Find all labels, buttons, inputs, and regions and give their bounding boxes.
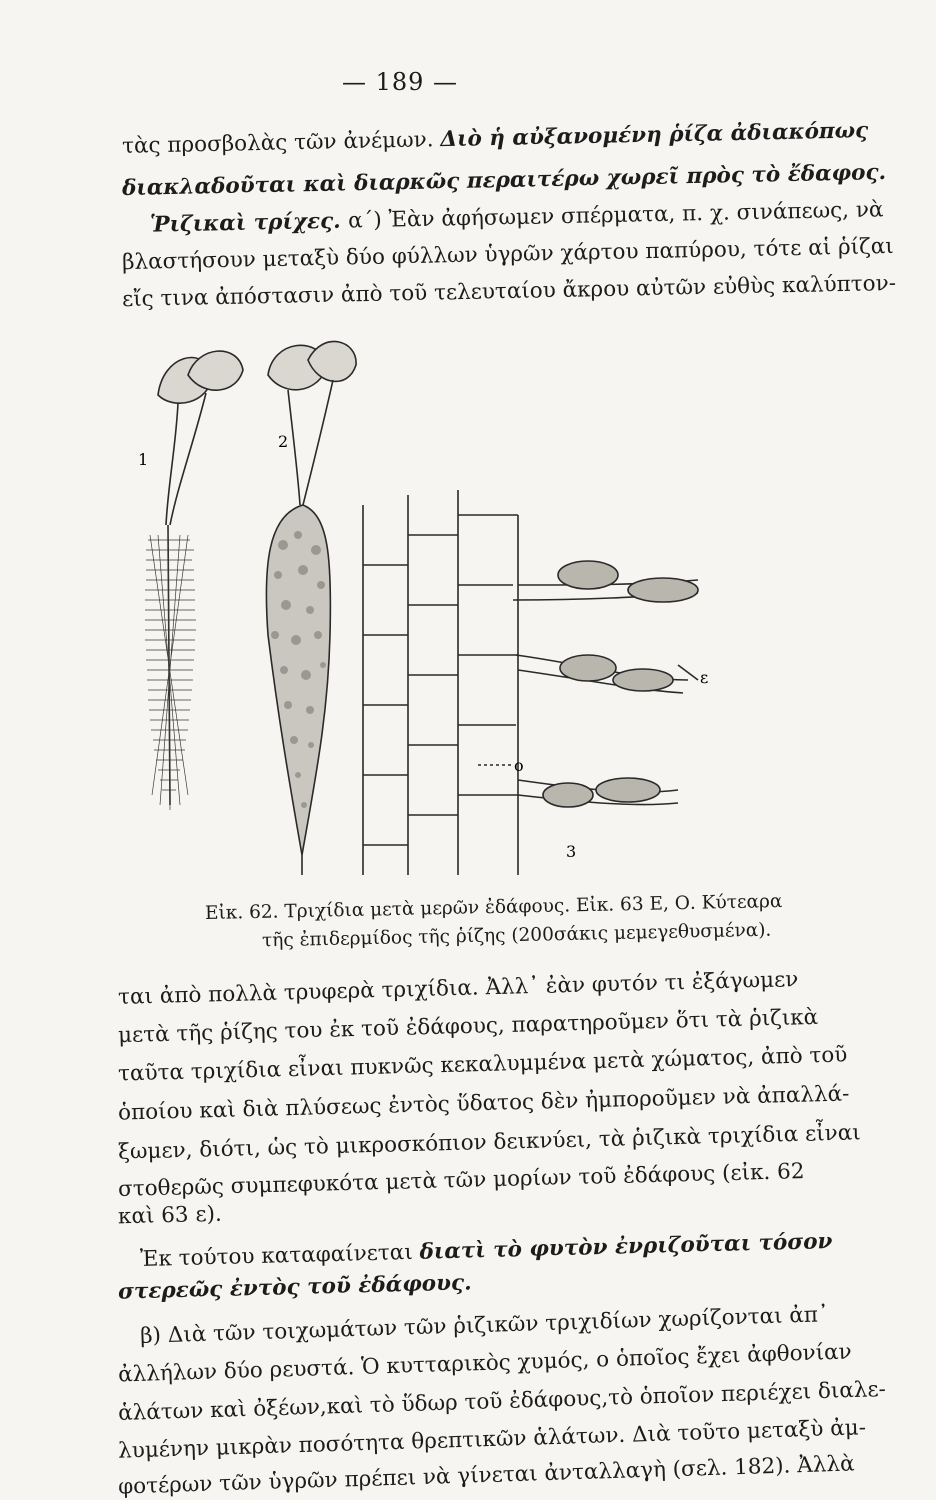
figure-caption-line-2: τῆς ἐπιδερμίδος τῆς ῥίζης (200σάκις μεμεγεθυσμένα). [261,919,772,952]
figure-label-o: ο [514,756,524,775]
figure-label-3: 3 [566,842,577,861]
figure-label-e: ε [700,668,709,687]
text-run: α΄) Ἐὰν ἀφήσωμεν σπέρματα, π. χ. σινάπεως, νὰ [347,197,884,234]
text-line [139,1228,833,1273]
root-hair-cells [513,580,698,805]
section-heading: Ῥιζικαὶ τρίχες. [149,208,349,238]
text-line: φοτέρων τῶν ὑγρῶν πρέπει νὰ γίνεται ἀνταλλαγὴ (σελ. 182). Ἀλλὰ [117,1451,855,1500]
page-number: — 189 — [341,68,459,96]
text-run: Ἐκ τούτου καταφαίνεται [139,1239,420,1273]
text-line: καὶ 63 ε). [117,1201,223,1230]
pointer-e [678,665,698,680]
text-line: ἁλάτων καὶ ὀξέων,καὶ τὸ ὕδωρ τοῦ ἐδάφους,τὸ ὁποῖον περιέχει διαλε- [117,1376,887,1427]
bold-italic-run: διακλαδοῦται καὶ διαρκῶς περαιτέρω χωρεῖ πρὸς τὸ ἔδαφος. [121,160,887,201]
text-line: εἴς τινα ἀπόστασιν ἀπὸ τοῦ τελευταίου ἄκρου αὐτῶν εὐθὺς καλύπτον- [121,270,897,313]
text-line [122,162,886,199]
text-line: ται ἀπὸ πολλὰ τρυφερὰ τριχίδια. Ἀλλ᾽ ἐὰν φυτόν τι ἐξάγωμεν [117,967,799,1010]
text-line: λυμένην μικρὰν ποσότητα θρεπτικῶν ἁλάτων. Διὰ τοῦτο μεταξὺ ἀμ- [117,1415,867,1464]
text-line: στερεῶς ἐντὸς τοῦ ἐδάφους. [117,1270,472,1305]
text-line: μετὰ τῆς ῥίζης του ἐκ τοῦ ἐδάφους, παρατηροῦμεν ὅτι τὰ ῥιζικὰ [117,1004,819,1049]
figure-label-1: 1 [138,450,149,469]
text-line: ξωμεν, διότι, ὡς τὸ μικροσκόπιον δεικνύει, τὰ ῥιζικὰ τριχίδια εἶναι [117,1120,861,1165]
text-line: ταῦτα τριχίδια εἶναι πυκνῶς κεκαλυμμένα μετὰ χώματος, ἀπὸ τοῦ [117,1042,848,1087]
bold-italic-run: Διὸ ἡ αὐξανομένη ῥίζα ἀδιακόπως [440,118,869,153]
epidermis-cells [363,490,518,875]
text-line: βλαστήσουν μεταξὺ δύο φύλλων ὑγρῶν χάρτου παπύρου, τότε αἱ ῥίζαι [121,233,894,276]
root-hair-illustration [118,335,838,895]
text-run: τὰς προσβολὰς τῶν ἀνέμων. [121,127,441,159]
bold-italic-run: διατὶ τὸ φυτὸν ἐνριζοῦται τόσον [419,1228,833,1265]
text-line [150,199,884,236]
figure-label-2: 2 [278,432,289,451]
figure-caption-line-1: Εἰκ. 62. Τριχίδια μετὰ μερῶν ἐδάφους. Εἰκ. 63 Ε, Ο. Κύτεαρα [204,890,783,925]
text-line [122,120,869,157]
text-line: β) Διὰ τῶν τοιχωμάτων τῶν ῥιζικῶν τριχιδίων χωρίζονται ἀπ᾽ [139,1302,830,1349]
seedling-1 [158,351,243,805]
text-line: στοθερῶς συμπεφυκότα μετὰ τῶν μορίων τοῦ ἐδάφους (εἰκ. 62 [117,1159,805,1202]
text-line: ὁποίου καὶ διὰ πλύσεως ἐντὸς ὕδατος δὲν ἠμποροῦμεν νὰ ἀπαλλά- [117,1081,850,1126]
text-line: ἀλλήλων δύο ρευστά. Ὁ κυτταρικὸς χυμός, ο ὁποῖος ἔχει ἀφθονίαν [117,1339,853,1388]
